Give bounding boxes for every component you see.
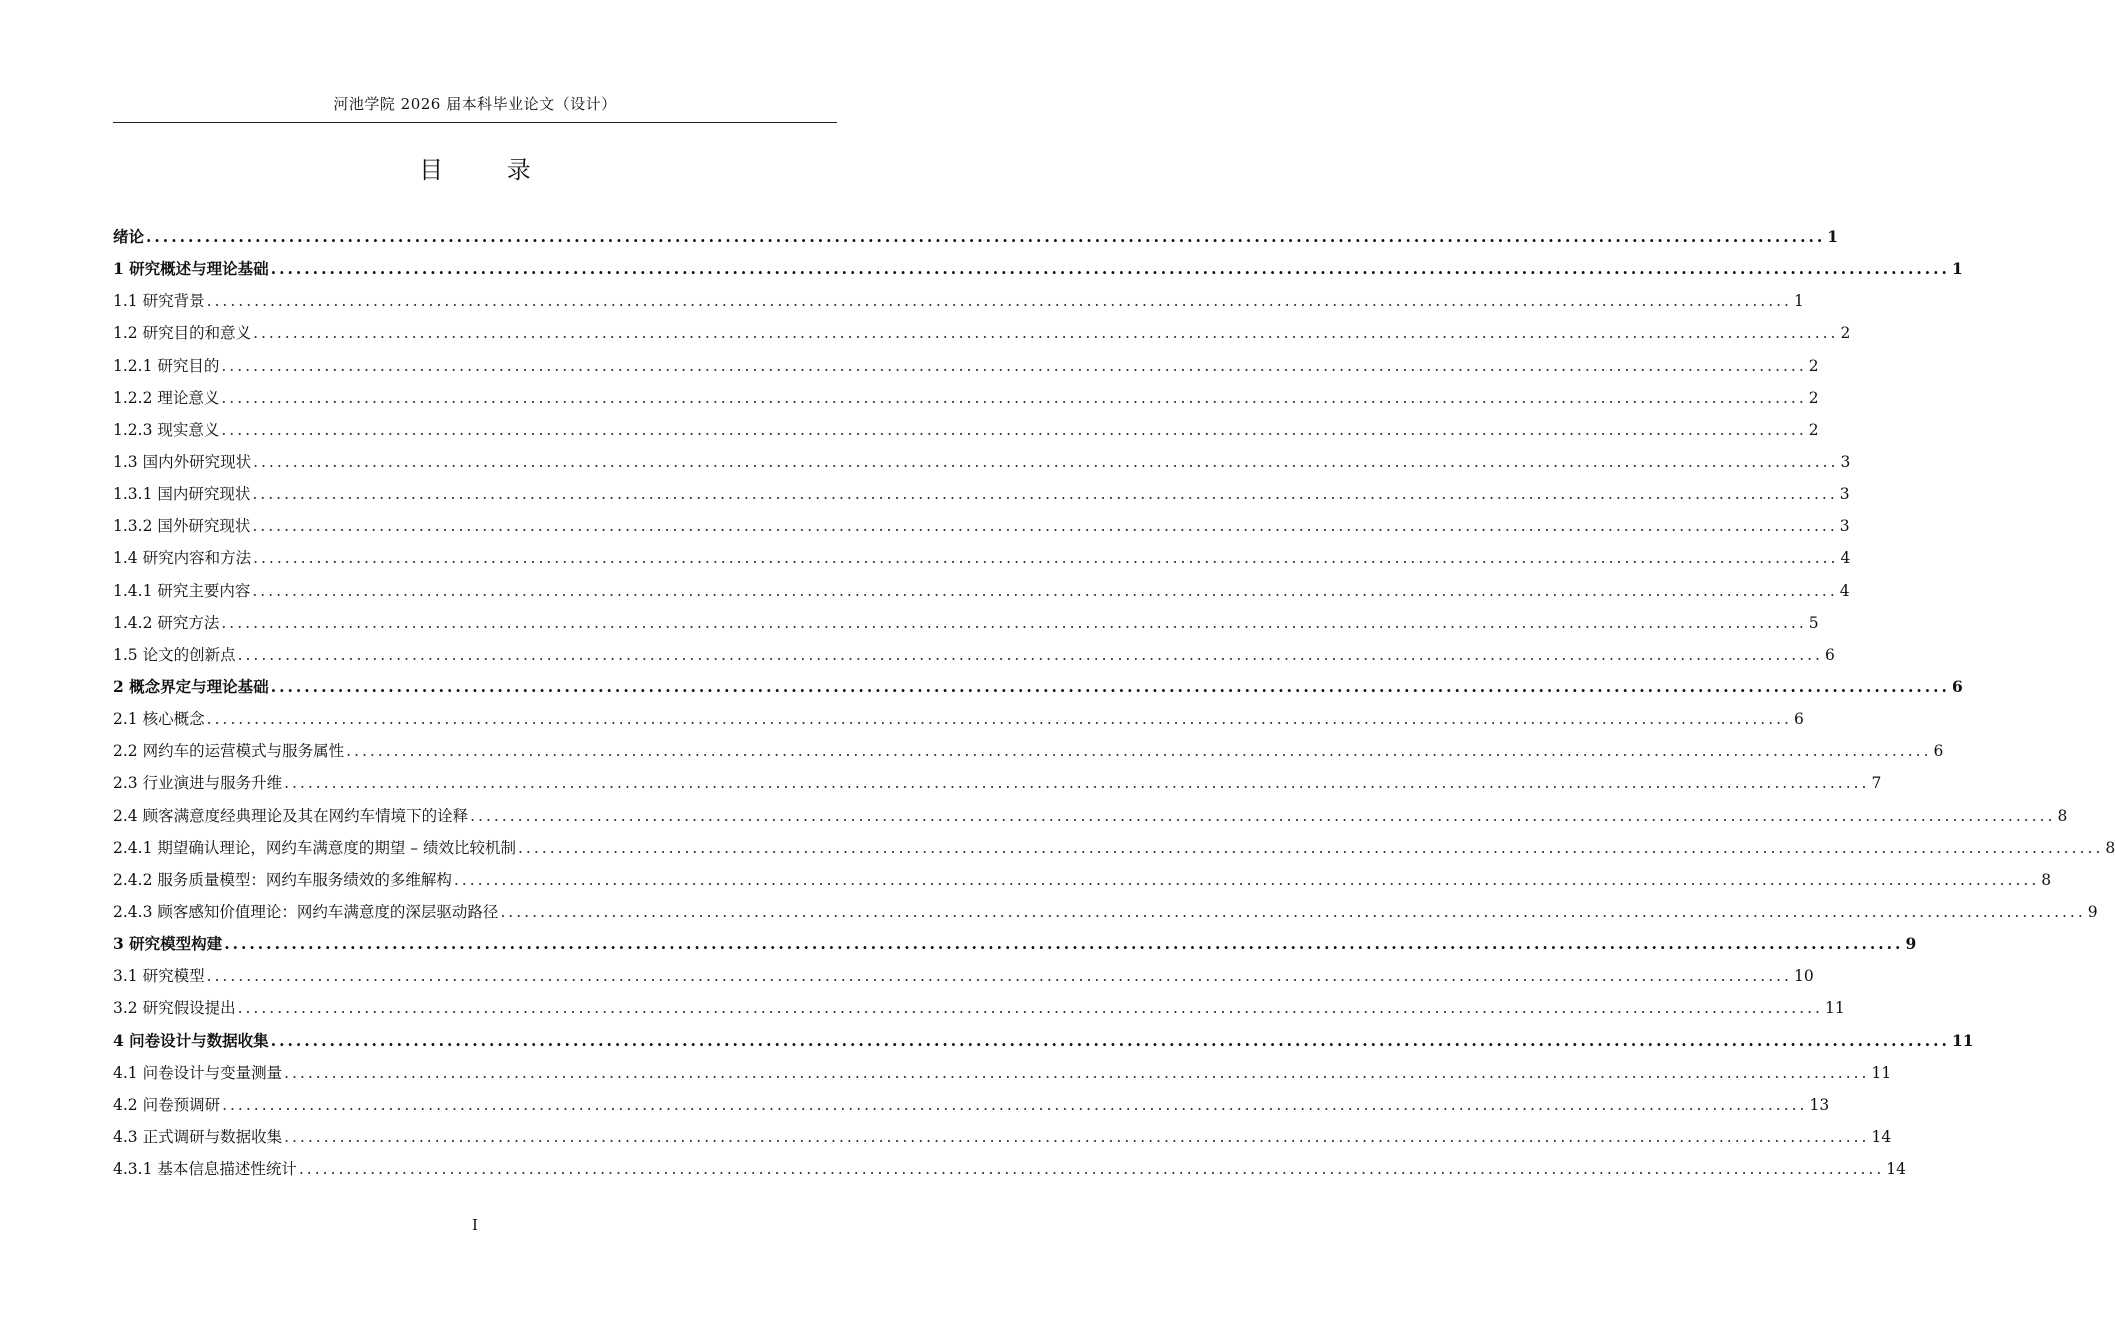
toc-entry[interactable] bbox=[113, 737, 1944, 769]
toc-dot-leader: ........................................................................................................................................................................................................ bbox=[252, 581, 1838, 600]
toc-entry-label: 3 研究模型构建 bbox=[113, 934, 223, 954]
toc-dot-leader: ........................................................................................................................................................................................................ bbox=[470, 806, 2056, 825]
toc-entry-page: 9 bbox=[2087, 902, 2098, 921]
toc-dot-leader: ........................................................................................................................................................................................................ bbox=[270, 1030, 1950, 1050]
toc-entry-label: 绪论 bbox=[113, 227, 145, 246]
toc-entry-page: 6 bbox=[1951, 676, 1963, 696]
toc-entry-label: 4 问卷设计与数据收集 bbox=[113, 1030, 269, 1050]
toc-entry-label: 2.3 行业演进与服务升维 bbox=[113, 774, 283, 793]
toc-dot-leader: ........................................................................................................................................................................................................ bbox=[453, 870, 2040, 889]
toc-entry-label: 2.4 顾客满意度经典理论及其在网约车情境下的诠释 bbox=[113, 806, 469, 825]
toc-dot-leader: ........................................................................................................................................................................................................ bbox=[221, 420, 1807, 439]
toc-entry-label: 1.2.1 研究目的 bbox=[113, 356, 220, 375]
toc-entry-label: 4.3 正式调研与数据收集 bbox=[113, 1127, 283, 1146]
toc-entry-label: 1.4.2 研究方法 bbox=[113, 613, 220, 632]
toc-entry-page: 6 bbox=[1793, 710, 1804, 729]
toc-entry-page: 7 bbox=[1871, 774, 1882, 793]
header-rule bbox=[113, 122, 837, 123]
toc-entry[interactable] bbox=[113, 1091, 1830, 1123]
toc-entry-label: 1.1 研究背景 bbox=[113, 292, 205, 311]
toc-entry[interactable] bbox=[113, 255, 1963, 287]
toc-entry[interactable] bbox=[113, 448, 1851, 480]
toc-entry[interactable] bbox=[113, 1155, 1907, 1187]
table-of-contents bbox=[113, 223, 2115, 1187]
toc-entry-page: 4 bbox=[1840, 549, 1851, 568]
toc-entry-label: 2 概念界定与理论基础 bbox=[113, 676, 269, 696]
toc-entry-label: 2.2 网约车的运营模式与服务属性 bbox=[113, 742, 345, 761]
toc-entry-page: 1 bbox=[1951, 259, 1963, 279]
toc-dot-leader: ........................................................................................................................................................................................................ bbox=[284, 774, 1870, 793]
toc-dot-leader: ........................................................................................................................................................................................................ bbox=[253, 452, 1839, 471]
toc-entry[interactable] bbox=[113, 930, 1917, 962]
toc-entry-label: 1.3.2 国外研究现状 bbox=[113, 517, 251, 536]
toc-entry-page: 1 bbox=[1793, 292, 1804, 311]
toc-entry[interactable] bbox=[113, 994, 1845, 1026]
toc-entry-page: 13 bbox=[1809, 1095, 1830, 1114]
toc-entry-page: 2 bbox=[1840, 324, 1851, 343]
toc-dot-leader: ........................................................................................................................................................................................................ bbox=[206, 292, 1792, 311]
toc-dot-leader: ........................................................................................................................................................................................................ bbox=[253, 324, 1839, 343]
toc-dot-leader: ........................................................................................................................................................................................................ bbox=[221, 613, 1807, 632]
running-header: 河池学院 2026 届本科毕业论文（设计） bbox=[333, 95, 617, 113]
toc-dot-leader: ........................................................................................................................................................................................................ bbox=[346, 742, 1932, 761]
toc-entry[interactable] bbox=[113, 705, 1804, 737]
toc-entry[interactable] bbox=[113, 834, 2115, 866]
toc-dot-leader: ........................................................................................................................................................................................................ bbox=[270, 676, 1950, 696]
toc-entry-page: 2 bbox=[1808, 420, 1819, 439]
toc-entry-page: 10 bbox=[1793, 967, 1814, 986]
toc-entry[interactable] bbox=[113, 866, 2052, 898]
toc-dot-leader: ........................................................................................................................................................................................................ bbox=[517, 838, 2104, 857]
toc-entry[interactable] bbox=[113, 1027, 1974, 1059]
toc-entry-label: 1.2 研究目的和意义 bbox=[113, 324, 252, 343]
toc-entry[interactable] bbox=[113, 962, 1814, 994]
toc-entry-label: 2.4.3 顾客感知价值理论：网约车满意度的深层驱动路径 bbox=[113, 902, 499, 921]
toc-entry-label: 1.3.1 国内研究现状 bbox=[113, 485, 251, 504]
toc-entry[interactable] bbox=[113, 802, 2068, 834]
toc-entry-page: 14 bbox=[1886, 1160, 1907, 1179]
toc-entry[interactable] bbox=[113, 577, 1850, 609]
toc-dot-leader: ........................................................................................................................................................................................................ bbox=[237, 645, 1823, 664]
toc-entry[interactable] bbox=[113, 416, 1819, 448]
toc-entry-page: 11 bbox=[1824, 999, 1845, 1018]
toc-entry[interactable] bbox=[113, 223, 1839, 255]
toc-entry-label: 2.1 核心概念 bbox=[113, 710, 205, 729]
toc-entry-page: 3 bbox=[1839, 517, 1850, 536]
toc-entry[interactable] bbox=[113, 673, 1963, 705]
toc-entry-page: 6 bbox=[1824, 645, 1835, 664]
toc-dot-leader: ........................................................................................................................................................................................................ bbox=[284, 1127, 1870, 1146]
toc-entry[interactable] bbox=[113, 512, 1850, 544]
toc-entry-label: 1.2.3 现实意义 bbox=[113, 420, 220, 439]
toc-entry[interactable] bbox=[113, 352, 1819, 384]
toc-entry[interactable] bbox=[113, 1123, 1892, 1155]
toc-dot-leader: ........................................................................................................................................................................................................ bbox=[298, 1160, 1885, 1179]
toc-entry-label: 3.1 研究模型 bbox=[113, 967, 205, 986]
toc-dot-leader: ........................................................................................................................................................................................................ bbox=[206, 967, 1792, 986]
toc-entry[interactable] bbox=[113, 287, 1804, 319]
toc-entry-label: 1.4.1 研究主要内容 bbox=[113, 581, 251, 600]
toc-entry-label: 1 研究概述与理论基础 bbox=[113, 259, 269, 279]
toc-dot-leader: ........................................................................................................................................................................................................ bbox=[284, 1063, 1870, 1082]
toc-dot-leader: ........................................................................................................................................................................................................ bbox=[221, 388, 1807, 407]
toc-entry[interactable] bbox=[113, 1059, 1892, 1091]
toc-dot-leader: ........................................................................................................................................................................................................ bbox=[500, 902, 2086, 921]
toc-entry[interactable] bbox=[113, 609, 1819, 641]
toc-dot-leader: ........................................................................................................................................................................................................ bbox=[206, 710, 1792, 729]
toc-entry-page: 11 bbox=[1951, 1030, 1974, 1050]
toc-entry[interactable] bbox=[113, 769, 1882, 801]
toc-dot-leader: ........................................................................................................................................................................................................ bbox=[146, 227, 1826, 246]
toc-entry-page: 3 bbox=[1839, 485, 1850, 504]
toc-dot-leader: ........................................................................................................................................................................................................ bbox=[237, 999, 1823, 1018]
toc-entry-page: 8 bbox=[2105, 838, 2115, 857]
toc-entry[interactable] bbox=[113, 898, 2098, 930]
toc-entry-label: 3.2 研究假设提出 bbox=[113, 999, 236, 1018]
toc-entry-label: 1.4 研究内容和方法 bbox=[113, 549, 252, 568]
toc-entry-page: 4 bbox=[1839, 581, 1850, 600]
toc-entry-label: 1.3 国内外研究现状 bbox=[113, 452, 252, 471]
toc-dot-leader: ........................................................................................................................................................................................................ bbox=[252, 517, 1838, 536]
toc-entry-page: 6 bbox=[1933, 742, 1944, 761]
toc-dot-leader: ........................................................................................................................................................................................................ bbox=[221, 356, 1807, 375]
toc-dot-leader: ........................................................................................................................................................................................................ bbox=[252, 485, 1838, 504]
toc-entry-label: 2.4.2 服务质量模型：网约车服务绩效的多维解构 bbox=[113, 870, 452, 889]
toc-entry-label: 4.2 问卷预调研 bbox=[113, 1095, 221, 1114]
toc-entry-page: 11 bbox=[1871, 1063, 1892, 1082]
toc-entry-label: 4.3.1 基本信息描述性统计 bbox=[113, 1160, 297, 1179]
toc-entry-page: 1 bbox=[1827, 227, 1839, 246]
toc-entry-page: 2 bbox=[1808, 356, 1819, 375]
toc-entry-page: 9 bbox=[1905, 934, 1917, 954]
toc-entry-page: 14 bbox=[1871, 1127, 1892, 1146]
toc-entry[interactable] bbox=[113, 544, 1851, 576]
page-number: I bbox=[472, 1216, 478, 1234]
toc-dot-leader: ........................................................................................................................................................................................................ bbox=[253, 549, 1839, 568]
toc-entry[interactable] bbox=[113, 480, 1850, 512]
toc-dot-leader: ........................................................................................................................................................................................................ bbox=[224, 934, 1904, 954]
page-title: 目 录 bbox=[419, 156, 559, 184]
toc-entry-page: 8 bbox=[2057, 806, 2068, 825]
toc-dot-leader: ........................................................................................................................................................................................................ bbox=[222, 1095, 1808, 1114]
toc-entry-label: 1.5 论文的创新点 bbox=[113, 645, 236, 664]
toc-entry-page: 5 bbox=[1808, 613, 1819, 632]
toc-entry-label: 4.1 问卷设计与变量测量 bbox=[113, 1063, 283, 1082]
toc-entry-page: 2 bbox=[1808, 388, 1819, 407]
toc-entry-label: 2.4.1 期望确认理论，网约车满意度的期望 – 绩效比较机制 bbox=[113, 838, 516, 857]
toc-entry[interactable] bbox=[113, 641, 1835, 673]
toc-entry-page: 8 bbox=[2041, 870, 2052, 889]
toc-entry-label: 1.2.2 理论意义 bbox=[113, 388, 220, 407]
toc-dot-leader: ........................................................................................................................................................................................................ bbox=[270, 259, 1950, 279]
toc-entry[interactable] bbox=[113, 319, 1851, 351]
toc-entry[interactable] bbox=[113, 384, 1819, 416]
toc-entry-page: 3 bbox=[1840, 452, 1851, 471]
